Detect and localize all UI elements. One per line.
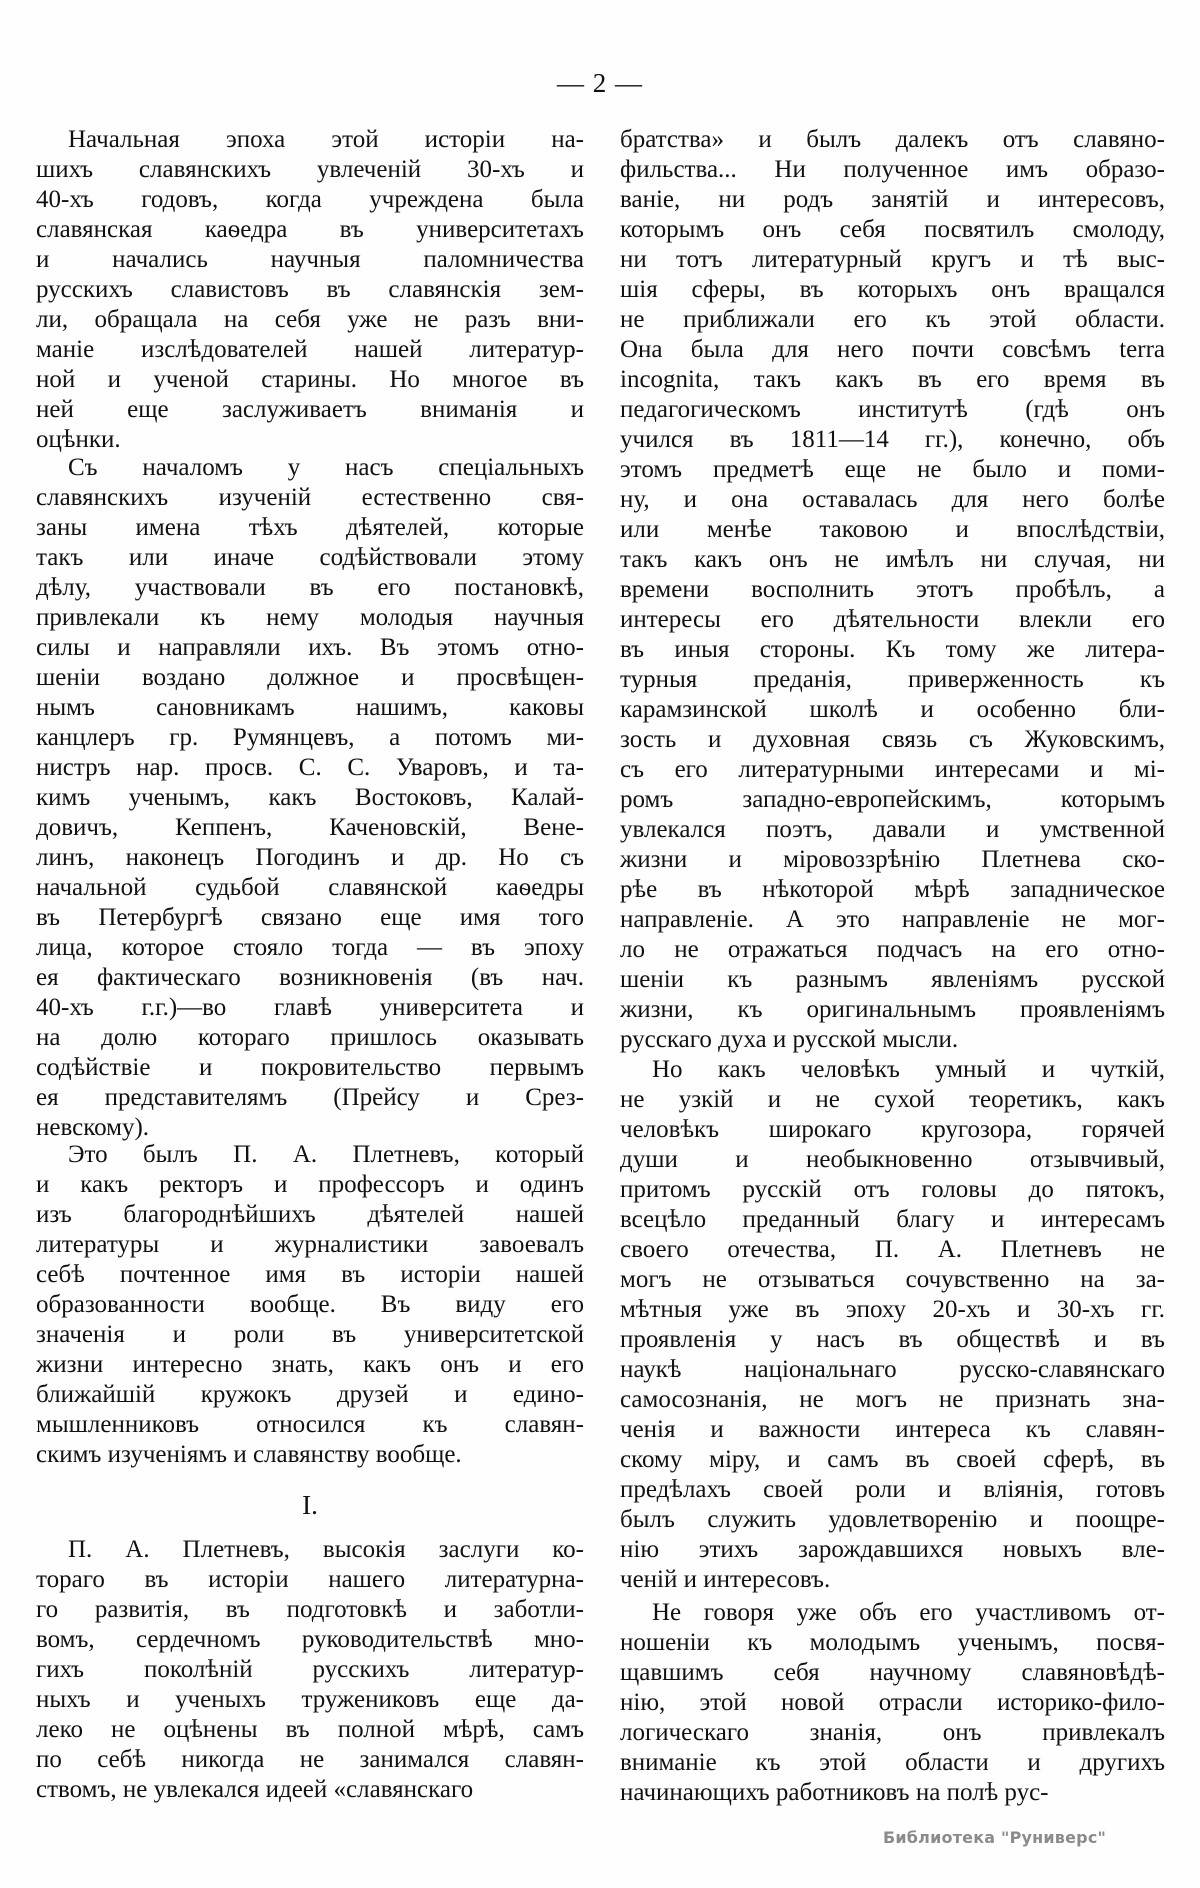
text-line: заны имена тѣхъ дѣятелей, которые bbox=[36, 514, 584, 541]
text-line: жизни и міровоззрѣнію Плетнева ско- bbox=[620, 846, 1165, 873]
text-line: и какъ ректоръ и профессоръ и одинъ bbox=[36, 1171, 584, 1198]
paragraph bbox=[620, 1598, 1165, 1808]
text-line: невскому). bbox=[36, 1114, 150, 1141]
text-line: славянскихъ изученій естественно свя- bbox=[36, 484, 584, 511]
text-line: и начались научныя паломничества bbox=[36, 246, 584, 273]
text-line: шеніи къ разнымъ явленіямъ русской bbox=[620, 966, 1165, 993]
text-line: вниманіе къ этой области и другихъ bbox=[620, 1749, 1165, 1776]
text-line: ней еще заслуживаетъ вниманія и bbox=[36, 396, 584, 423]
text-line: съ его литературными интересами и мі- bbox=[620, 756, 1165, 783]
text-line: ношеніи къ молодымъ ученымъ, посвя- bbox=[620, 1629, 1165, 1656]
library-watermark: Библиотека "Руниверс" bbox=[883, 1828, 1107, 1847]
text-line: наукѣ національнаго русско-славянскаго bbox=[620, 1356, 1165, 1383]
text-line: Это былъ П. А. Плетневъ, который bbox=[68, 1141, 584, 1168]
text-line: ваніе, ни родъ занятій и интересовъ, bbox=[620, 186, 1165, 213]
text-line: нію, этой новой отрасли историко-фило- bbox=[620, 1689, 1165, 1716]
text-line: жизни интересно знать, какъ онъ и его bbox=[36, 1351, 584, 1378]
text-line: ли, обращала на себя уже не разъ вни- bbox=[36, 306, 584, 333]
text-line: фильства... Ни полученное имъ образо- bbox=[620, 156, 1165, 183]
text-line: которымъ онъ себя посвятилъ смолоду, bbox=[620, 216, 1165, 243]
text-line: ло не отражаться подчасъ на его отно- bbox=[620, 936, 1165, 963]
text-line: ромъ западно-европейскимъ, которымъ bbox=[620, 786, 1165, 813]
text-line: го развитія, въ подготовкѣ и заботли- bbox=[36, 1596, 584, 1623]
text-line: такъ какъ онъ не имѣлъ ни случая, ни bbox=[620, 546, 1165, 573]
paragraph bbox=[620, 125, 1165, 1055]
text-line: могъ не отзываться сочувственно на за- bbox=[620, 1266, 1165, 1293]
text-line: нистръ нар. просв. С. С. Уваровъ, и та- bbox=[36, 754, 584, 781]
text-line: въ иныя стороны. Къ тому же литера- bbox=[620, 636, 1165, 663]
text-line: Она была для него почти совсѣмъ terra bbox=[620, 336, 1165, 363]
text-line: оцѣнки. bbox=[36, 426, 121, 453]
text-line: линъ, наконецъ Погодинъ и др. Но съ bbox=[36, 844, 584, 871]
text-line: Не говоря уже объ его участливомъ от- bbox=[652, 1599, 1165, 1626]
text-line: своего отечества, П. А. Плетневъ не bbox=[620, 1236, 1165, 1263]
text-line: времени восполнить этотъ пробѣлъ, а bbox=[620, 576, 1165, 603]
text-line: ной и ученой старины. Но многое въ bbox=[36, 366, 584, 393]
text-line: логическаго знанія, онъ привлекалъ bbox=[620, 1719, 1165, 1746]
text-line: канцлеръ гр. Румянцевъ, а потомъ ми- bbox=[36, 724, 584, 751]
text-line: увлекался поэтъ, давали и умственной bbox=[620, 816, 1165, 843]
paragraph bbox=[620, 1055, 1165, 1595]
text-line: содѣйствіе и покровительство первымъ bbox=[36, 1054, 584, 1081]
text-line: предѣлахъ своей роли и вліянія, готовъ bbox=[620, 1476, 1165, 1503]
text-line: силы и направляли ихъ. Въ этомъ отно- bbox=[36, 634, 584, 661]
text-line: ныхъ и ученыхъ тружениковъ еще да- bbox=[36, 1686, 584, 1713]
text-line: человѣкъ широкаго кругозора, горячей bbox=[620, 1116, 1165, 1143]
text-line: ближайшій кружокъ друзей и едино- bbox=[36, 1381, 584, 1408]
text-line: образованности вообще. Въ виду его bbox=[36, 1291, 584, 1318]
text-line: турныя преданія, приверженность къ bbox=[620, 666, 1165, 693]
text-line: карамзинской школѣ и особенно бли- bbox=[620, 696, 1165, 723]
text-line: значенія и роли въ университетской bbox=[36, 1321, 584, 1348]
text-line: гихъ поколѣній русскихъ литератур- bbox=[36, 1656, 584, 1683]
paragraph bbox=[36, 1140, 584, 1470]
text-line: ни тотъ литературный кругъ и тѣ выс- bbox=[620, 246, 1165, 273]
text-line: тораго въ исторіи нашего литературна- bbox=[36, 1566, 584, 1593]
text-line: интересы его дѣятельности влекли его bbox=[620, 606, 1165, 633]
text-line: притомъ русскій отъ головы до пятокъ, bbox=[620, 1176, 1165, 1203]
text-line: нымъ сановникамъ нашимъ, каковы bbox=[36, 694, 584, 721]
text-line: рѣе въ нѣкоторой мѣрѣ западническое bbox=[620, 876, 1165, 903]
page-number: — 2 — bbox=[557, 68, 643, 98]
text-line: начинающихъ работниковъ на полѣ рус- bbox=[620, 1779, 1049, 1806]
text-line: щавшимъ себя научному славяновѣдѣ- bbox=[620, 1659, 1165, 1686]
text-line: 40-хъ годовъ, когда учреждена была bbox=[36, 186, 584, 213]
text-line: 40-хъ г.г.)—во главѣ университета и bbox=[36, 994, 584, 1021]
text-line: мѣтныя уже въ эпоху 20-хъ и 30-хъ гг. bbox=[620, 1296, 1165, 1323]
text-line: начальной судьбой славянской каѳедры bbox=[36, 874, 584, 901]
text-line: довичъ, Кеппенъ, Каченовскій, Вене- bbox=[36, 814, 584, 841]
text-line: въ Петербургѣ связано еще имя того bbox=[36, 904, 584, 931]
section-heading: I. bbox=[302, 1490, 318, 1520]
text-line: не приближали его къ этой области. bbox=[620, 306, 1165, 333]
paragraph bbox=[36, 453, 584, 1143]
text-line: вомъ, сердечномъ руководительствѣ мно- bbox=[36, 1626, 584, 1653]
text-line: ея представителямъ (Прейсу и Срез- bbox=[36, 1084, 584, 1111]
text-line: ствомъ, не увлекался идеей «славянскаго bbox=[36, 1776, 474, 1803]
text-line: incognita, такъ какъ въ его время въ bbox=[620, 366, 1165, 393]
text-line: нію этихъ зарождавшихся новыхъ вле- bbox=[620, 1536, 1165, 1563]
paragraph bbox=[36, 125, 584, 455]
text-line: или менѣе таковою и впослѣдствіи, bbox=[620, 516, 1165, 543]
text-line: этомъ предметѣ еще не было и поми- bbox=[620, 456, 1165, 483]
text-line: дѣлу, участвовали въ его постановкѣ, bbox=[36, 574, 584, 601]
text-line: зость и духовная связь съ Жуковскимъ, bbox=[620, 726, 1165, 753]
text-line: привлекали къ нему молодыя научныя bbox=[36, 604, 584, 631]
text-line: души и необыкновенно отзывчивый, bbox=[620, 1146, 1165, 1173]
text-line: такъ или иначе содѣйствовали этому bbox=[36, 544, 584, 571]
text-line: педагогическомъ институтѣ (гдѣ онъ bbox=[620, 396, 1165, 423]
text-line: ченія и важности интереса къ славян- bbox=[620, 1416, 1165, 1443]
text-line: ченій и интересовъ. bbox=[620, 1566, 831, 1593]
text-line: не узкій и не сухой теоретикъ, какъ bbox=[620, 1086, 1165, 1113]
text-line: учился въ 1811—14 гг.), конечно, объ bbox=[620, 426, 1165, 453]
text-line: Но какъ человѣкъ умный и чуткій, bbox=[652, 1056, 1165, 1083]
text-line: славянская каѳедра въ университетахъ bbox=[36, 216, 584, 243]
text-line: русскаго духа и русской мысли. bbox=[620, 1026, 959, 1053]
text-line: шія сферы, въ которыхъ онъ вращался bbox=[620, 276, 1165, 303]
text-line: Съ началомъ у насъ спеціальныхъ bbox=[68, 454, 584, 481]
text-line: самосознанія, не могъ не признать зна- bbox=[620, 1386, 1165, 1413]
text-line: Начальная эпоха этой исторіи на- bbox=[68, 126, 584, 153]
text-line: былъ служить удовлетворенію и поощре- bbox=[620, 1506, 1165, 1533]
text-line: маніе изслѣдователей нашей литератур- bbox=[36, 336, 584, 363]
text-line: шихъ славянскихъ увлеченій 30-хъ и bbox=[36, 156, 584, 183]
text-line: направленіе. А это направленіе не мог- bbox=[620, 906, 1165, 933]
text-line: русскихъ славистовъ въ славянскія зем- bbox=[36, 276, 584, 303]
text-line: изъ благороднѣйшихъ дѣятелей нашей bbox=[36, 1201, 584, 1228]
text-line: П. А. Плетневъ, высокія заслуги ко- bbox=[68, 1536, 584, 1563]
text-line: ну, и она оставалась для него болѣе bbox=[620, 486, 1165, 513]
text-line: леко не оцѣнены въ полной мѣрѣ, самъ bbox=[36, 1716, 584, 1743]
text-line: проявленія у насъ въ обществѣ и въ bbox=[620, 1326, 1165, 1353]
text-line: жизни, къ оригинальнымъ проявленіямъ bbox=[620, 996, 1165, 1023]
text-line: себѣ почтенное имя въ исторіи нашей bbox=[36, 1261, 584, 1288]
text-line: всецѣло преданный благу и интересамъ bbox=[620, 1206, 1165, 1233]
text-line: литературы и журналистики завоевалъ bbox=[36, 1231, 584, 1258]
text-line: скому міру, и самъ въ своей сферѣ, въ bbox=[620, 1446, 1165, 1473]
text-line: кимъ ученымъ, какъ Востоковъ, Калай- bbox=[36, 784, 584, 811]
paragraph bbox=[36, 1535, 584, 1805]
text-line: ея фактическаго возникновенія (въ нач. bbox=[36, 964, 584, 991]
text-line: братства» и былъ далекъ отъ славяно- bbox=[620, 126, 1165, 153]
text-line: мышленниковъ относился къ славян- bbox=[36, 1411, 584, 1438]
text-line: шеніи воздано должное и просвѣщен- bbox=[36, 664, 584, 691]
text-line: скимъ изученіямъ и славянству вообще. bbox=[36, 1441, 462, 1468]
text-line: лица, которое стояло тогда — въ эпоху bbox=[36, 934, 584, 961]
text-line: на долю котораго пришлось оказывать bbox=[36, 1024, 584, 1051]
text-line: по себѣ никогда не занимался славян- bbox=[36, 1746, 584, 1773]
